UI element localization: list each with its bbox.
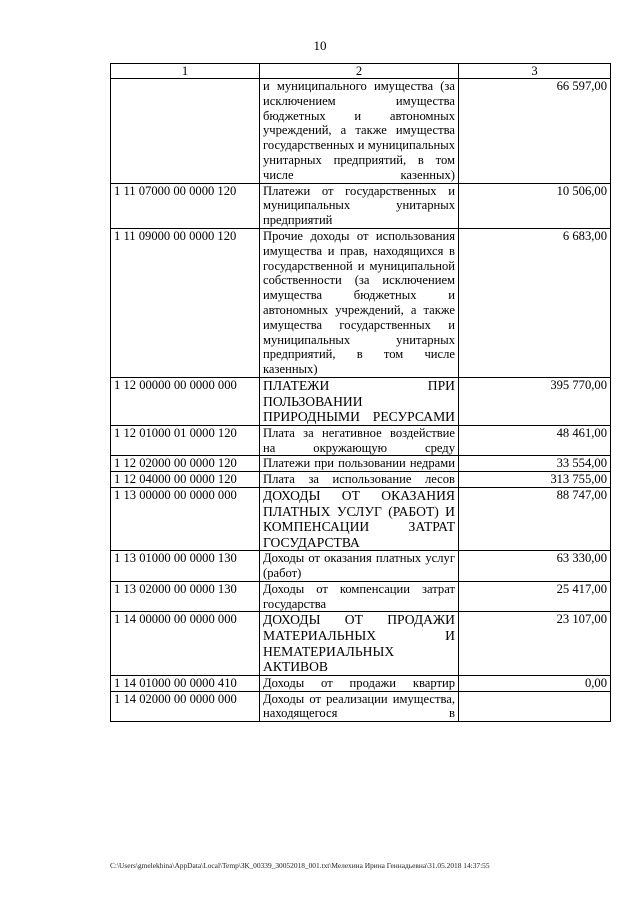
table-row — [111, 183, 611, 228]
amount-cell — [459, 691, 611, 722]
revenue-name-cell: Прочие доходы от использования имущества и прав, находящихся в государственной и муниципальной собственности (за исключением имущества бюджетных и автономных учреждений, а также имущества государственных и муниципальных унитарных предприятий, в том числе казенных) — [260, 228, 459, 377]
table-row — [111, 79, 611, 184]
budget-code-cell: 1 14 01000 00 0000 410 — [111, 675, 260, 691]
table-row — [111, 581, 611, 612]
amount-cell: 10 506,00 — [459, 183, 611, 228]
budget-code-cell: 1 12 01000 01 0000 120 — [111, 425, 260, 456]
revenue-name-cell: ДОХОДЫ ОТ ОКАЗАНИЯ ПЛАТНЫХ УСЛУГ (РАБОТ) И КОМПЕНСАЦИИ ЗАТРАТ ГОСУДАРСТВА — [260, 487, 459, 550]
revenue-name-cell: Платежи при пользовании недрами — [260, 456, 459, 472]
amount-cell: 88 747,00 — [459, 487, 611, 550]
table-row — [111, 612, 611, 675]
amount-cell: 66 597,00 — [459, 79, 611, 184]
revenue-name-cell: Доходы от продажи квартир — [260, 675, 459, 691]
amount-cell: 33 554,00 — [459, 456, 611, 472]
page-number: 10 — [313, 38, 327, 53]
amount-cell: 0,00 — [459, 675, 611, 691]
revenue-name-cell: Платежи от государственных и муниципальных унитарных предприятий — [260, 183, 459, 228]
table-row — [111, 228, 611, 377]
header-col-2: 2 — [260, 64, 459, 79]
table-header-row — [111, 64, 611, 79]
amount-cell: 313 755,00 — [459, 472, 611, 488]
amount-cell: 6 683,00 — [459, 228, 611, 377]
table-row — [111, 675, 611, 691]
budget-code-cell: 1 14 02000 00 0000 000 — [111, 691, 260, 722]
header-col-3: 3 — [459, 64, 611, 79]
budget-code-cell: 1 11 07000 00 0000 120 — [111, 183, 260, 228]
budget-code-cell: 1 12 04000 00 0000 120 — [111, 472, 260, 488]
table-row — [111, 551, 611, 582]
budget-code-cell — [111, 79, 260, 184]
amount-cell: 48 461,00 — [459, 425, 611, 456]
amount-cell: 395 770,00 — [459, 377, 611, 425]
budget-code-cell: 1 11 09000 00 0000 120 — [111, 228, 260, 377]
revenue-name-cell: и муниципального имущества (за исключением имущества бюджетных и автономных учреждений, а также имущества государственных и муниципальных унитарных предприятий, в том числе казенных) — [260, 79, 459, 184]
revenue-name-cell: Доходы от компенсации затрат государства — [260, 581, 459, 612]
amount-cell: 25 417,00 — [459, 581, 611, 612]
footer-file-path: C:\Users\gmelekhina\AppData\Local\Temp\ЗК_00339_30052018_001.txt\Мелехина Ирина Геннадьевна\31.05.2018 14:37:55 — [110, 861, 490, 870]
table-row — [111, 425, 611, 456]
budget-code-cell: 1 14 00000 00 0000 000 — [111, 612, 260, 675]
amount-cell: 63 330,00 — [459, 551, 611, 582]
budget-code-cell: 1 12 02000 00 0000 120 — [111, 456, 260, 472]
revenue-table — [110, 63, 611, 722]
table-row — [111, 377, 611, 425]
table-row — [111, 487, 611, 550]
revenue-name-cell: Плата за негативное воздействие на окружающую среду — [260, 425, 459, 456]
revenue-name-cell: ПЛАТЕЖИ ПРИ ПОЛЬЗОВАНИИ ПРИРОДНЫМИ РЕСУРСАМИ — [260, 377, 459, 425]
table-row — [111, 472, 611, 488]
revenue-name-cell: ДОХОДЫ ОТ ПРОДАЖИ МАТЕРИАЛЬНЫХ И НЕМАТЕРИАЛЬНЫХ АКТИВОВ — [260, 612, 459, 675]
budget-code-cell: 1 13 01000 00 0000 130 — [111, 551, 260, 582]
amount-cell: 23 107,00 — [459, 612, 611, 675]
budget-code-cell: 1 13 00000 00 0000 000 — [111, 487, 260, 550]
revenue-name-cell: Доходы от реализации имущества, находящегося в — [260, 691, 459, 722]
table-row — [111, 691, 611, 722]
revenue-name-cell: Плата за использование лесов — [260, 472, 459, 488]
budget-code-cell: 1 12 00000 00 0000 000 — [111, 377, 260, 425]
budget-code-cell: 1 13 02000 00 0000 130 — [111, 581, 260, 612]
header-col-1: 1 — [111, 64, 260, 79]
table-row — [111, 456, 611, 472]
revenue-name-cell: Доходы от оказания платных услуг (работ) — [260, 551, 459, 582]
